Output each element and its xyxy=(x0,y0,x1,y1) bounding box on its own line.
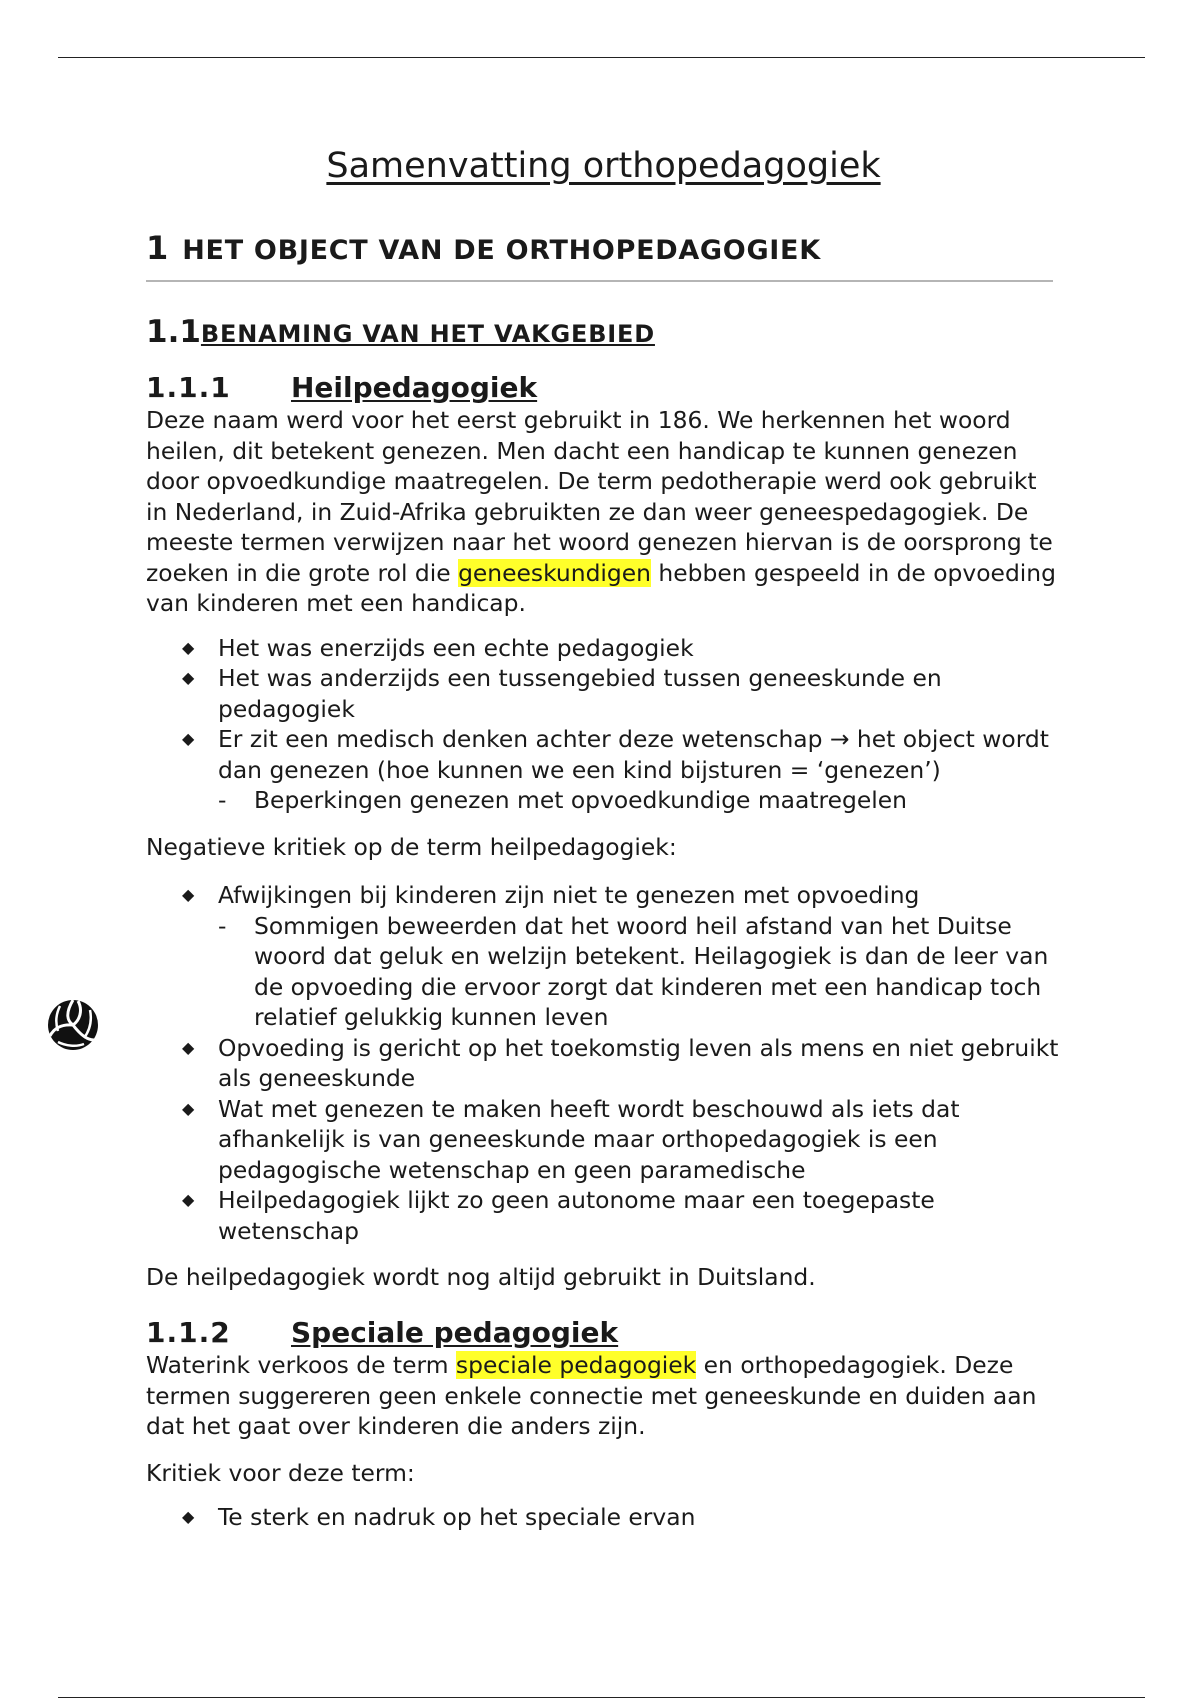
document-title: Samenvatting orthopedagogiek xyxy=(326,146,881,186)
subsection-heading xyxy=(146,371,1061,405)
subsection-heading xyxy=(146,1316,1061,1350)
bullet-list xyxy=(146,880,1061,1246)
list-item-text: Wat met genezen te maken heeft wordt beschouwd als iets dat afhankelijk is van geneeskunde maar orthopedagogiek is een pedagogische wetenschap en geen paramedische xyxy=(218,1094,960,1184)
sub-list-item xyxy=(218,785,1061,816)
bullet-marker: ◆ xyxy=(182,885,195,904)
section-title: BENAMING VAN HET VAKGEBIED xyxy=(200,320,655,348)
list-item xyxy=(182,880,1061,1033)
paragraph xyxy=(146,1350,1061,1442)
list-item xyxy=(182,1033,1061,1094)
bullet-list xyxy=(146,633,1061,816)
sub-list-item xyxy=(218,911,1061,1033)
list-item-text: Heilpedagogiek lijkt zo geen autonome maar een toegepaste wetenschap xyxy=(218,1186,935,1245)
list-item-text: Afwijkingen bij kinderen zijn niet te genezen met opvoeding xyxy=(218,881,920,909)
subsection-speciale-pedagogiek xyxy=(146,1316,1061,1533)
bullet-marker: ◆ xyxy=(182,637,195,657)
page-top-rule xyxy=(58,57,1145,58)
critique-intro: Negatieve kritiek op de term heilpedagogiek: xyxy=(146,832,677,861)
subsection-number: 1.1.2 xyxy=(146,1316,231,1349)
sub-list xyxy=(218,785,1061,816)
paragraph-text: en orthopedagogiek. Deze termen suggereren geen enkele connectie met geneeskunde en duiden aan dat het gaat over kinderen die anders zijn. xyxy=(146,1351,1037,1440)
list-item xyxy=(182,663,1061,724)
critique-intro: Kritiek voor deze term: xyxy=(146,1458,415,1487)
section-number: 1.1 xyxy=(146,314,201,350)
list-item-text: Het was anderzijds een tussengebied tussen geneeskunde en pedagogiek xyxy=(218,664,942,723)
section-heading xyxy=(146,312,655,357)
bullet-marker: ◆ xyxy=(182,1507,195,1526)
list-item xyxy=(182,724,1061,816)
subsection-number: 1.1.1 xyxy=(146,371,231,404)
dash-marker: - xyxy=(218,786,227,814)
bullet-marker: ◆ xyxy=(182,729,195,748)
dash-marker: - xyxy=(218,911,227,940)
subsection-title: Speciale pedagogiek xyxy=(291,1316,619,1349)
highlighted-term: geneeskundigen xyxy=(458,558,651,587)
subsection-heilpedagogiek xyxy=(146,371,1061,1293)
list-item xyxy=(182,1185,1061,1246)
bullet-marker: ◆ xyxy=(182,1190,195,1209)
sub-list-item-text: Beperkingen genezen met opvoedkundige maatregelen xyxy=(254,786,907,814)
sub-list-item-text: Sommigen beweerden dat het woord heil afstand van het Duitse woord dat geluk en welzijn betekent. Heilagogiek is dan de leer van de opvoeding die ervoor zorgt dat kinderen met een handicap toch relatief gelukkig kunnen leven xyxy=(254,911,1049,1031)
bullet-marker: ◆ xyxy=(182,1098,195,1118)
subsection-title: Heilpedagogiek xyxy=(291,371,538,404)
bullet-marker: ◆ xyxy=(182,1037,195,1057)
page-bottom-rule xyxy=(58,1697,1145,1698)
sub-list xyxy=(218,911,1061,1033)
highlighted-term: speciale pedagogiek xyxy=(455,1351,697,1379)
list-item-text: Te sterk en nadruk op het speciale ervan xyxy=(218,1503,696,1531)
bullet-list xyxy=(146,1502,1061,1533)
paragraph-text: hebben gespeeld in de opvoeding van kinderen met een handicap. xyxy=(146,558,1056,617)
chapter-heading xyxy=(146,226,1053,282)
list-item xyxy=(182,1094,1061,1186)
volleyball-icon xyxy=(46,998,100,1052)
paragraph-text: Waterink verkoos de term xyxy=(146,1351,456,1379)
list-item-text: Er zit een medisch denken achter deze wetenschap → het object wordt dan genezen (hoe kunnen we een kind bijsturen = ‘genezen’) xyxy=(218,725,1049,784)
list-item-text: Het was enerzijds een echte pedagogiek xyxy=(218,633,694,662)
list-item xyxy=(182,633,1061,664)
paragraph-text: Deze naam werd voor het eerst gebruikt in 186. We herkennen het woord heilen, dit betekent genezen. Men dacht een handicap te kunnen genezen door opvoedkundige maatregelen. De term pedotherapie werd ook gebruikt in Nederland, in Zuid-Afrika gebruikten ze dan weer geneespedagogiek. De meeste termen verwijzen naar het woord genezen hiervan is de oorsprong te zoeken in die grote rol die xyxy=(146,406,1053,587)
paragraph xyxy=(146,405,1061,619)
bullet-marker: ◆ xyxy=(182,668,195,687)
list-item xyxy=(182,1502,1061,1533)
closing-paragraph: De heilpedagogiek wordt nog altijd gebruikt in Duitsland. xyxy=(146,1263,816,1291)
chapter-number: 1 xyxy=(146,229,169,267)
chapter-title: HET OBJECT VAN DE ORTHOPEDAGOGIEK xyxy=(182,235,821,266)
list-item-text: Opvoeding is gericht op het toekomstig leven als mens en niet gebruikt als geneeskunde xyxy=(218,1033,1059,1092)
